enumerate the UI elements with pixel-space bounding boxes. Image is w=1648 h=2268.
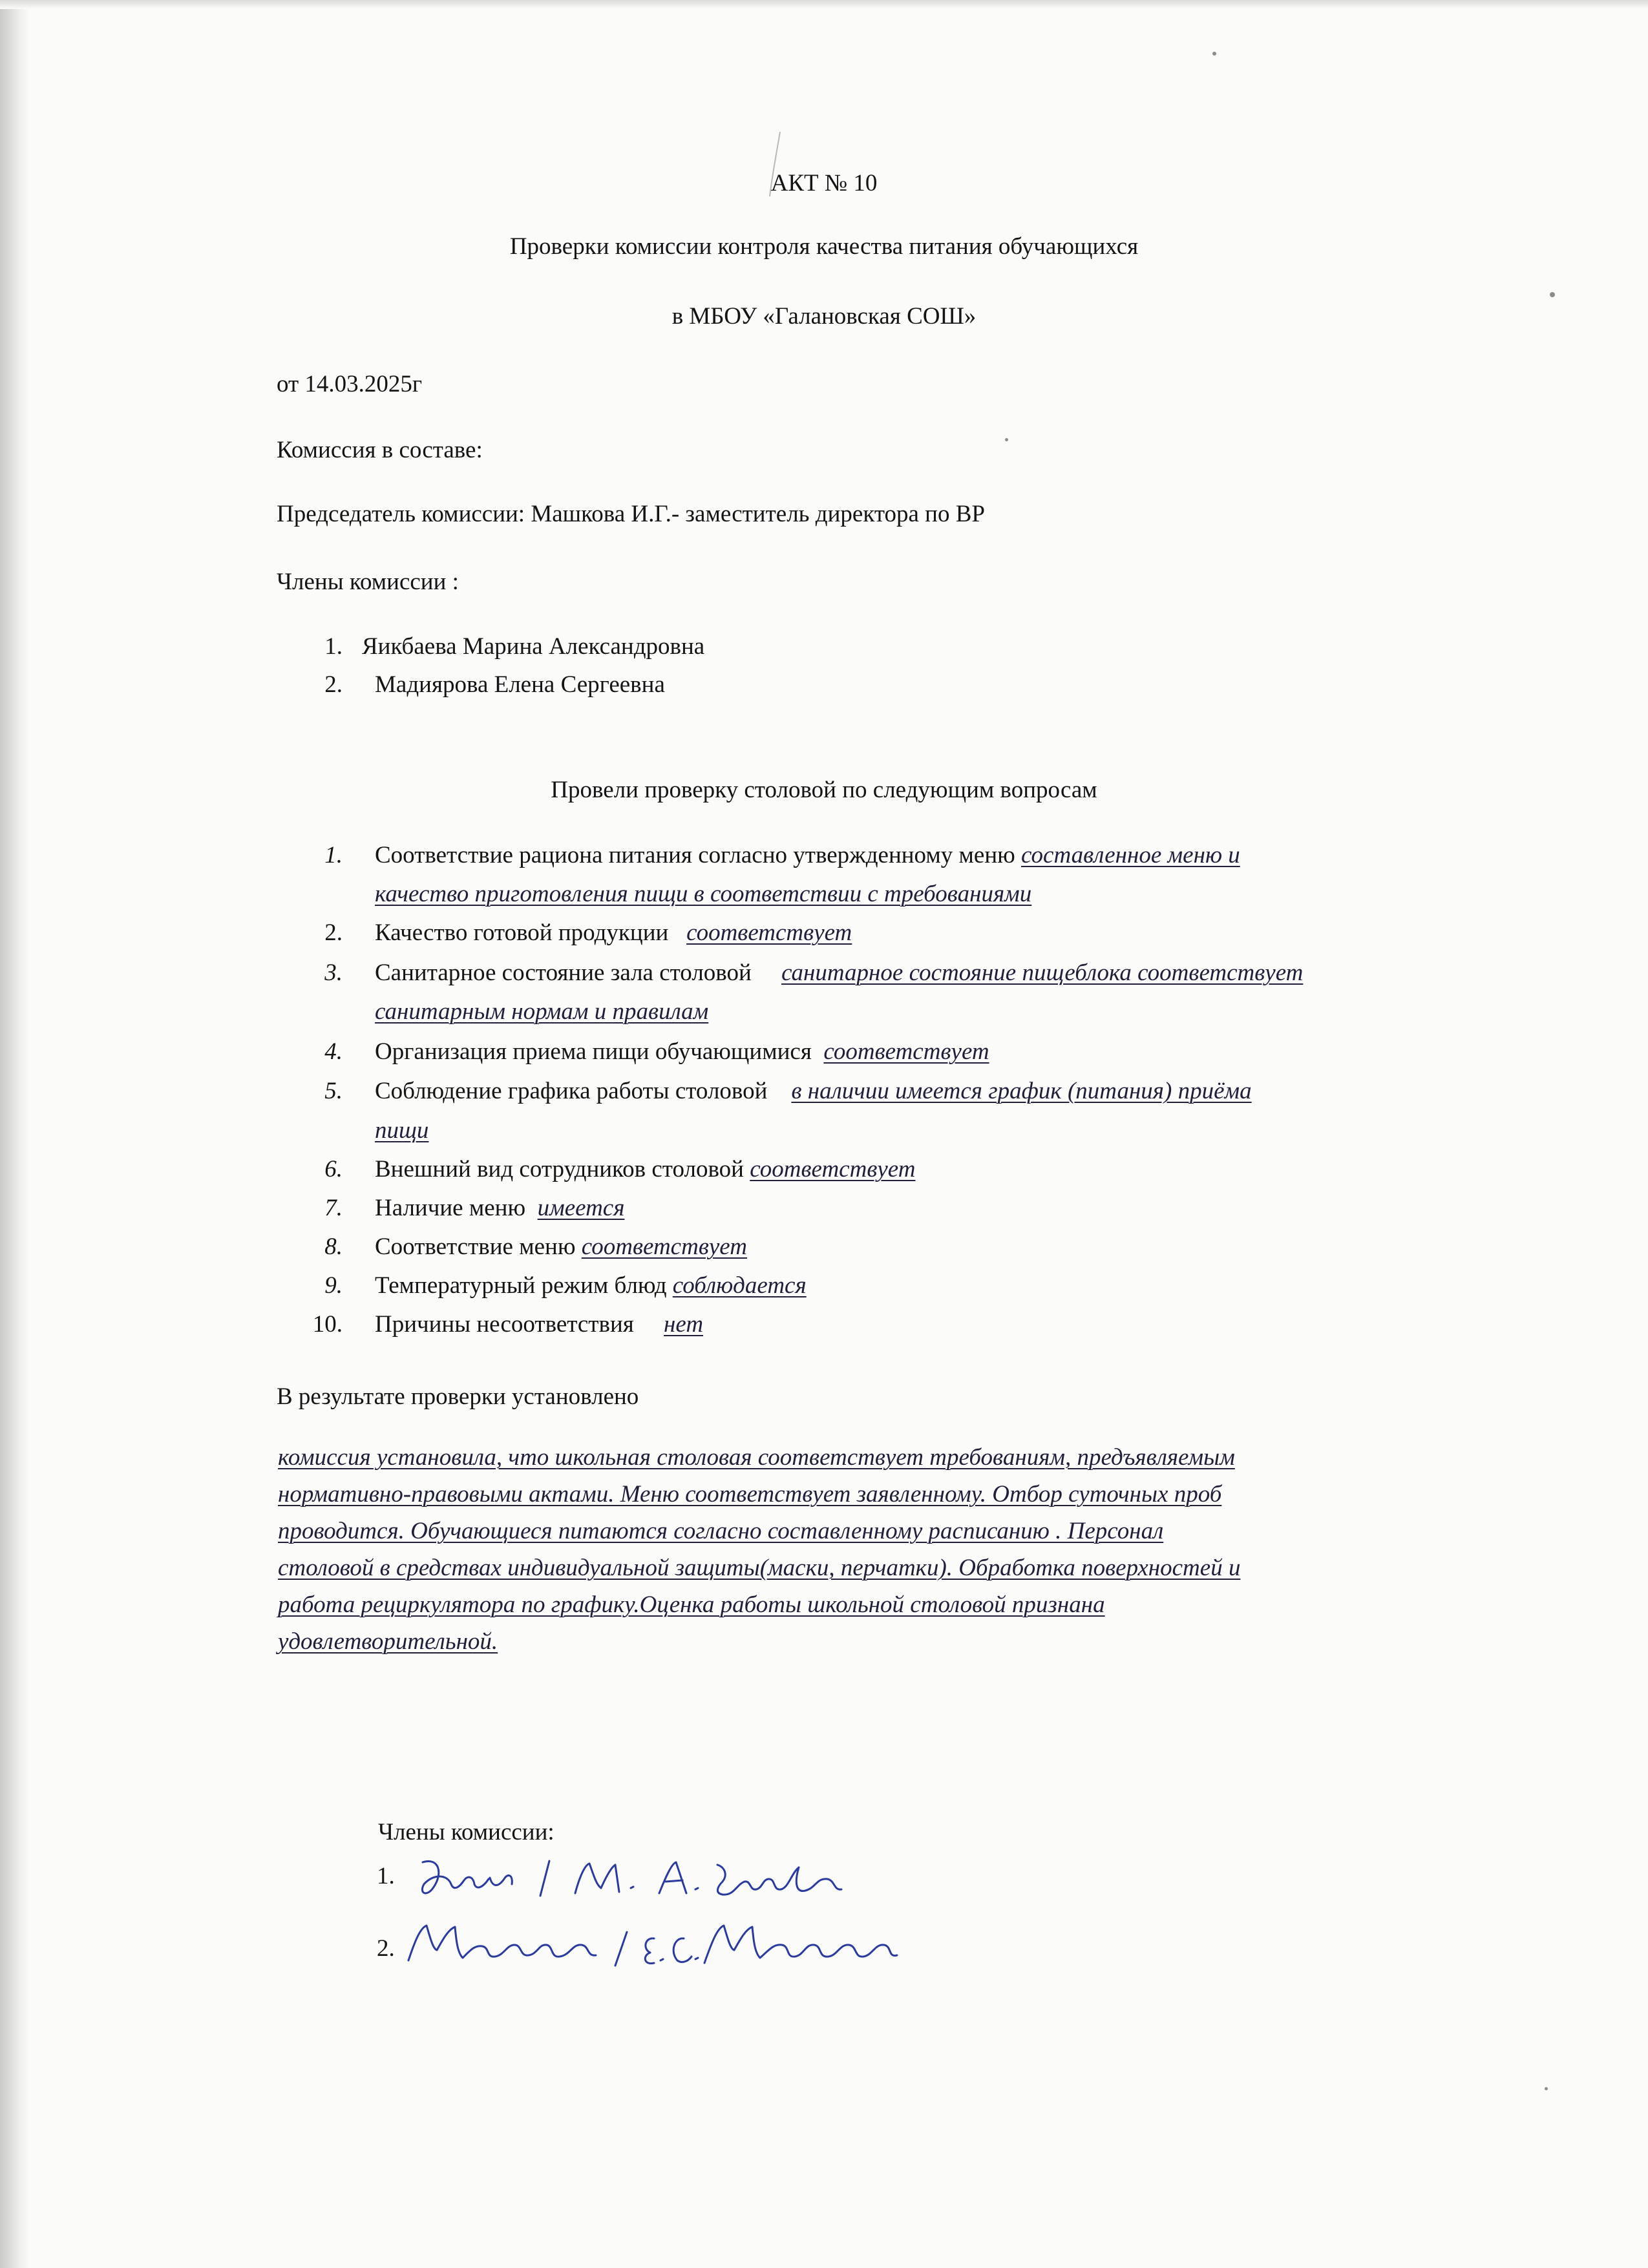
chair-line: Председатель комиссии: Машкова И.Г.- заместитель директора по ВР	[277, 501, 985, 527]
question-answer: санитарным нормам и правилам	[375, 998, 709, 1025]
question-number: 8.	[324, 1234, 343, 1260]
commission-label: Комиссия в составе:	[277, 437, 483, 463]
act-date: от 14.03.2025г	[277, 371, 423, 397]
question-answer: соответствует	[581, 1234, 747, 1260]
scan-speck	[1212, 52, 1216, 56]
question-answer: соответствует	[823, 1038, 989, 1065]
signature-number: 1.	[377, 1863, 395, 1889]
act-subtitle: Проверки комиссии контроля качества питания обучающихся	[509, 233, 1139, 260]
question-text: Соответствие меню	[375, 1234, 576, 1260]
check-heading: Провели проверку столовой по следующим вопросам	[551, 777, 1097, 803]
school-name: в МБОУ «Галановская СОШ»	[671, 303, 977, 330]
question-answer: соответствует	[686, 919, 852, 946]
signature-2	[401, 1913, 905, 1977]
question-answer: имеется	[537, 1195, 625, 1221]
member-name: Яикбаева Марина Александровна	[362, 633, 705, 660]
question-row	[375, 1193, 624, 1224]
question-number: 4.	[324, 1038, 343, 1065]
question-number: 10.	[312, 1311, 343, 1338]
result-line: работа рециркулятора по графику.Оценка работы школьной столовой признана	[278, 1591, 1105, 1618]
question-number: 2.	[324, 919, 343, 946]
question-number: 5.	[324, 1078, 343, 1104]
scan-shadow-top	[0, 0, 1648, 9]
question-answer: пищи	[375, 1117, 429, 1144]
question-row	[375, 1154, 915, 1185]
member-number: 2.	[324, 671, 343, 698]
question-answer-continued	[375, 879, 1031, 910]
scan-speck	[1545, 2087, 1548, 2090]
question-number: 7.	[324, 1195, 343, 1221]
question-row	[375, 918, 852, 949]
question-answer: в наличии имеется график (питания) приёма	[791, 1078, 1252, 1104]
question-answer: составленное меню и	[1021, 842, 1240, 868]
question-text: Температурный режим блюд	[375, 1272, 667, 1299]
question-row	[375, 840, 1240, 871]
question-text: Организация приема пищи обучающимися	[375, 1038, 812, 1065]
question-number: 9.	[324, 1272, 343, 1299]
signature-1	[414, 1848, 853, 1906]
scan-speck	[1005, 438, 1008, 441]
question-number: 6.	[324, 1156, 343, 1182]
question-text: Внешний вид сотрудников столовой	[375, 1156, 744, 1182]
member-name: Мадиярова Елена Сергеевна	[375, 671, 665, 698]
question-answer: нет	[664, 1311, 704, 1338]
question-text: Санитарное состояние зала столовой	[375, 960, 752, 986]
question-text: Причины несоответствия	[375, 1311, 634, 1338]
question-text: Соответствие рациона питания согласно утвержденному меню	[375, 842, 1015, 868]
question-answer: качество приготовления пищи в соответствии с требованиями	[375, 881, 1032, 907]
question-text: Качество готовой продукции	[375, 919, 669, 946]
question-row	[375, 1309, 703, 1340]
signature-number: 2.	[377, 1935, 395, 1962]
question-row	[375, 1076, 1252, 1107]
scan-shadow-left	[0, 0, 30, 2268]
question-answer: соблюдается	[672, 1272, 807, 1299]
question-row	[375, 1270, 807, 1301]
question-answer: санитарное состояние пищеблока соответствует	[781, 960, 1304, 986]
scan-speck	[1550, 292, 1555, 297]
act-title: АКТ № 10	[770, 170, 878, 196]
members-label: Члены комиссии :	[277, 569, 459, 595]
result-label: В результате проверки установлено	[277, 1383, 639, 1410]
result-line: комиссия установила, что школьная столовая соответствует требованиям, предъявляемым	[278, 1444, 1235, 1471]
question-answer: соответствует	[750, 1156, 916, 1182]
question-number: 3.	[324, 960, 343, 986]
result-line: нормативно-правовыми актами. Меню соответствует заявленному. Отбор суточных проб	[278, 1481, 1222, 1507]
question-text: Наличие меню	[375, 1195, 526, 1221]
result-line: столовой в средствах индивидуальной защиты(маски, перчатки). Обработка поверхностей и	[278, 1555, 1241, 1581]
result-line: удовлетворительной.	[278, 1628, 498, 1655]
signatures-label: Члены комиссии:	[378, 1819, 555, 1845]
question-answer-continued	[375, 1115, 428, 1146]
question-text: Соблюдение графика работы столовой	[375, 1078, 768, 1104]
question-row	[375, 1232, 747, 1263]
question-row	[375, 958, 1303, 989]
result-text	[278, 1439, 1538, 1660]
question-number: 1.	[324, 842, 343, 868]
question-answer-continued	[375, 996, 708, 1027]
member-number: 1.	[324, 633, 343, 660]
question-row	[375, 1036, 989, 1067]
result-line: проводится. Обучающиеся питаются согласно составленному расписанию . Персонал	[278, 1518, 1164, 1544]
